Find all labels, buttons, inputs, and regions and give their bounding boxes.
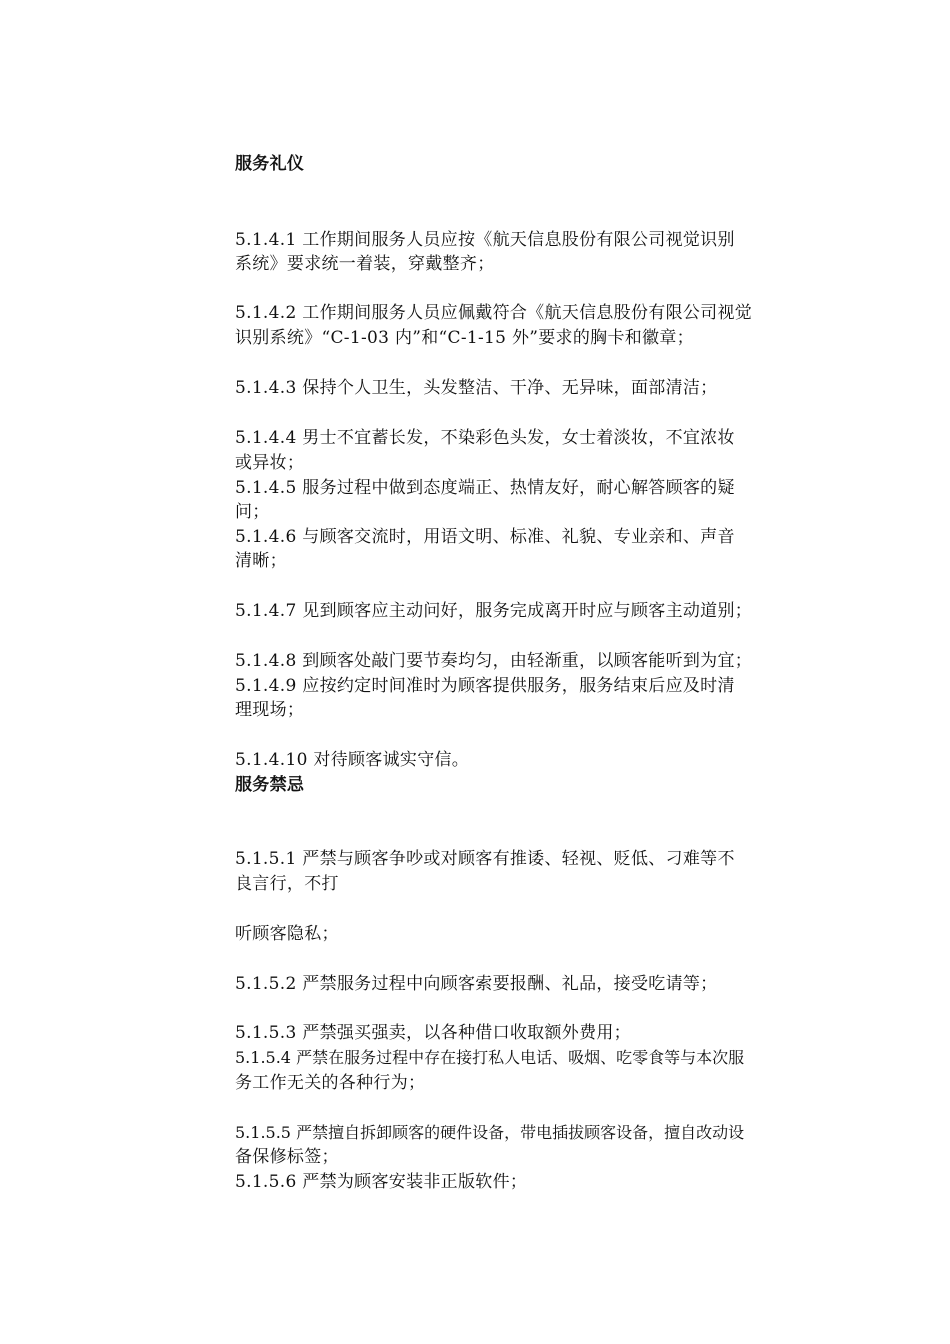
text-line: 5.1.4.4 男士不宜蓄长发，不染彩色头发，女士着淡妆，不宜浓妆 [235,428,735,448]
text-line: 听顾客隐私； [235,924,339,944]
text-line: 5.1.5.1 严禁与顾客争吵或对顾客有推诿、轻视、贬低、刁难等不 [235,849,735,869]
text-line: 5.1.4.6 与顾客交流时，用语文明、标准、礼貌、专业亲和、声音 [235,527,735,547]
text-line: 5.1.4.10 对待顾客诚实守信。 [235,750,470,770]
text-line: 5.1.5.6 严禁为顾客安装非正版软件； [235,1172,528,1192]
text-line: 5.1.5.4 严禁在服务过程中存在接打私人电话、吸烟、吃零食等与本次服 [235,1048,745,1067]
text-line: 清晰； [235,551,287,571]
text-line: 务工作无关的各种行为； [235,1073,426,1093]
text-line: 5.1.4.2 工作期间服务人员应佩戴符合《航天信息股份有限公司视觉 [235,303,753,323]
text-line: 5.1.4.8 到顾客处敲门要节奏均匀，由轻渐重，以顾客能听到为宜； [235,651,753,671]
text-line: 5.1.5.5 严禁擅自拆卸顾客的硬件设备，带电插拔顾客设备，擅自改动设 [235,1123,745,1142]
text-line: 良言行，不打 [235,874,339,894]
text-line: 5.1.4.5 服务过程中做到态度端正、热情友好，耐心解答顾客的疑 [235,478,735,498]
text-line: 5.1.4.7 见到顾客应主动问好，服务完成离开时应与顾客主动道别； [235,601,753,621]
text-line: 5.1.5.3 严禁强买强卖，以各种借口收取额外费用； [235,1023,631,1043]
text-line: 或异妆； [235,453,305,473]
text-line: 5.1.4.1 工作期间服务人员应按《航天信息股份有限公司视觉识别 [235,230,735,250]
section-heading-taboos: 服务禁忌 [235,775,305,795]
text-line: 备保修标签； [235,1147,339,1167]
text-line: 问； [235,502,270,522]
text-line: 理现场； [235,700,305,720]
text-line: 识别系统》“C-1-03 内”和“C-1-15 外”要求的胸卡和徽章； [235,328,694,348]
text-line: 系统》要求统一着装，穿戴整齐； [235,254,495,274]
text-line: 5.1.4.9 应按约定时间准时为顾客提供服务，服务结束后应及时清 [235,676,735,696]
text-line: 5.1.4.3 保持个人卫生，头发整洁、干净、无异味，面部清洁； [235,378,718,398]
text-line: 5.1.5.2 严禁服务过程中向顾客索要报酬、礼品，接受吃请等； [235,974,718,994]
section-heading-etiquette: 服务礼仪 [235,154,305,174]
